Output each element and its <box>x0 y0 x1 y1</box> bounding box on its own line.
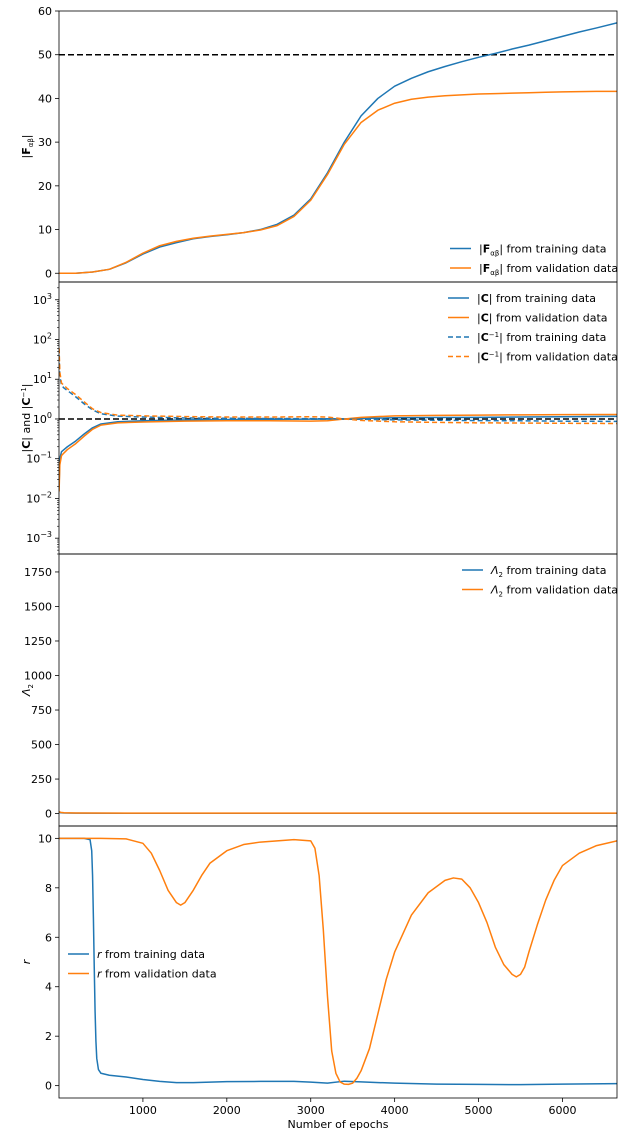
y-tick-label: $10^2$ <box>32 331 52 347</box>
series-line-training-dashed <box>59 355 617 421</box>
y-tick-label: 0 <box>45 807 52 821</box>
y-tick-label: 1750 <box>24 565 52 579</box>
y-tick-label: $10^1$ <box>32 371 52 387</box>
legend-label: $|C^{-1}|$ from validation data <box>477 350 618 364</box>
x-tick-label: 5000 <box>464 1104 493 1117</box>
legend-label: r from training data <box>97 948 206 961</box>
y-axis-label: r <box>20 959 33 965</box>
y-tick-label: 1000 <box>24 669 52 683</box>
y-tick-label: 1500 <box>24 600 52 614</box>
y-tick-label: $10^{-3}$ <box>26 530 52 546</box>
legend-label: $|F_{\alpha\beta}|$ from validation data <box>479 262 619 277</box>
legend-label: $|F_{\alpha\beta}|$ from training data <box>479 242 607 258</box>
x-tick-label: 1000 <box>128 1104 157 1117</box>
series-line-training <box>59 838 617 1084</box>
x-tick-label: 3000 <box>296 1104 325 1117</box>
y-tick-label: 50 <box>38 48 52 62</box>
y-tick-label: 1250 <box>24 634 52 648</box>
legend-label: |C| from validation data <box>477 311 608 325</box>
axes-frame <box>59 826 617 1098</box>
legend-label: |C| from training data <box>477 292 596 305</box>
series-line-training <box>59 23 617 273</box>
y-tick-label: 10 <box>38 223 52 237</box>
y-axis-label: $\Lambda_2$ <box>20 684 35 696</box>
y-tick-label: 2 <box>45 1030 52 1044</box>
y-tick-label: 30 <box>38 136 52 150</box>
y-tick-label: $10^{-1}$ <box>26 450 52 466</box>
legend <box>450 243 618 278</box>
series-line-validation <box>59 812 617 814</box>
y-tick-label: 0 <box>45 267 52 281</box>
panel-3 <box>20 554 618 826</box>
panel-4 <box>20 826 617 1131</box>
y-axis-label: |C| and $|C^{-1}|$ <box>20 383 33 453</box>
y-tick-label: 20 <box>38 179 52 193</box>
legend-label: $\Lambda_2$ from validation data <box>491 583 619 599</box>
y-axis-label: $|F_{\alpha\beta}|$ <box>20 134 35 159</box>
y-tick-label: 6 <box>45 931 52 945</box>
y-tick-label: 500 <box>31 738 52 752</box>
legend-label: $|C^{-1}|$ from training data <box>477 331 607 344</box>
y-tick-label: 4 <box>45 980 52 994</box>
series-line-training <box>59 416 617 486</box>
y-tick-label: 10 <box>38 832 52 846</box>
panel-2 <box>20 282 618 554</box>
legend-label: $\Lambda_2$ from training data <box>491 564 607 579</box>
legend <box>68 948 217 981</box>
y-tick-label: 250 <box>31 773 52 787</box>
y-tick-label: 0 <box>45 1079 52 1093</box>
x-tick-label: 2000 <box>212 1104 241 1117</box>
panel-1 <box>20 5 618 282</box>
y-tick-label: 750 <box>31 704 52 718</box>
x-axis-label: Number of epochs <box>287 1118 389 1131</box>
y-tick-label: $10^3$ <box>32 291 52 307</box>
y-tick-label: 8 <box>45 881 52 895</box>
legend <box>462 564 618 599</box>
x-tick-label: 4000 <box>380 1104 409 1117</box>
legend-label: r from validation data <box>97 967 217 981</box>
legend <box>448 292 618 364</box>
series-line-validation <box>59 838 617 1084</box>
y-tick-label: $10^{-2}$ <box>26 490 52 506</box>
axes-frame <box>59 11 617 282</box>
y-tick-label: $10^0$ <box>32 410 52 426</box>
y-tick-label: 40 <box>38 92 52 106</box>
x-tick-label: 6000 <box>548 1104 577 1117</box>
series-line-validation <box>59 414 617 491</box>
y-tick-label: 60 <box>38 5 52 18</box>
